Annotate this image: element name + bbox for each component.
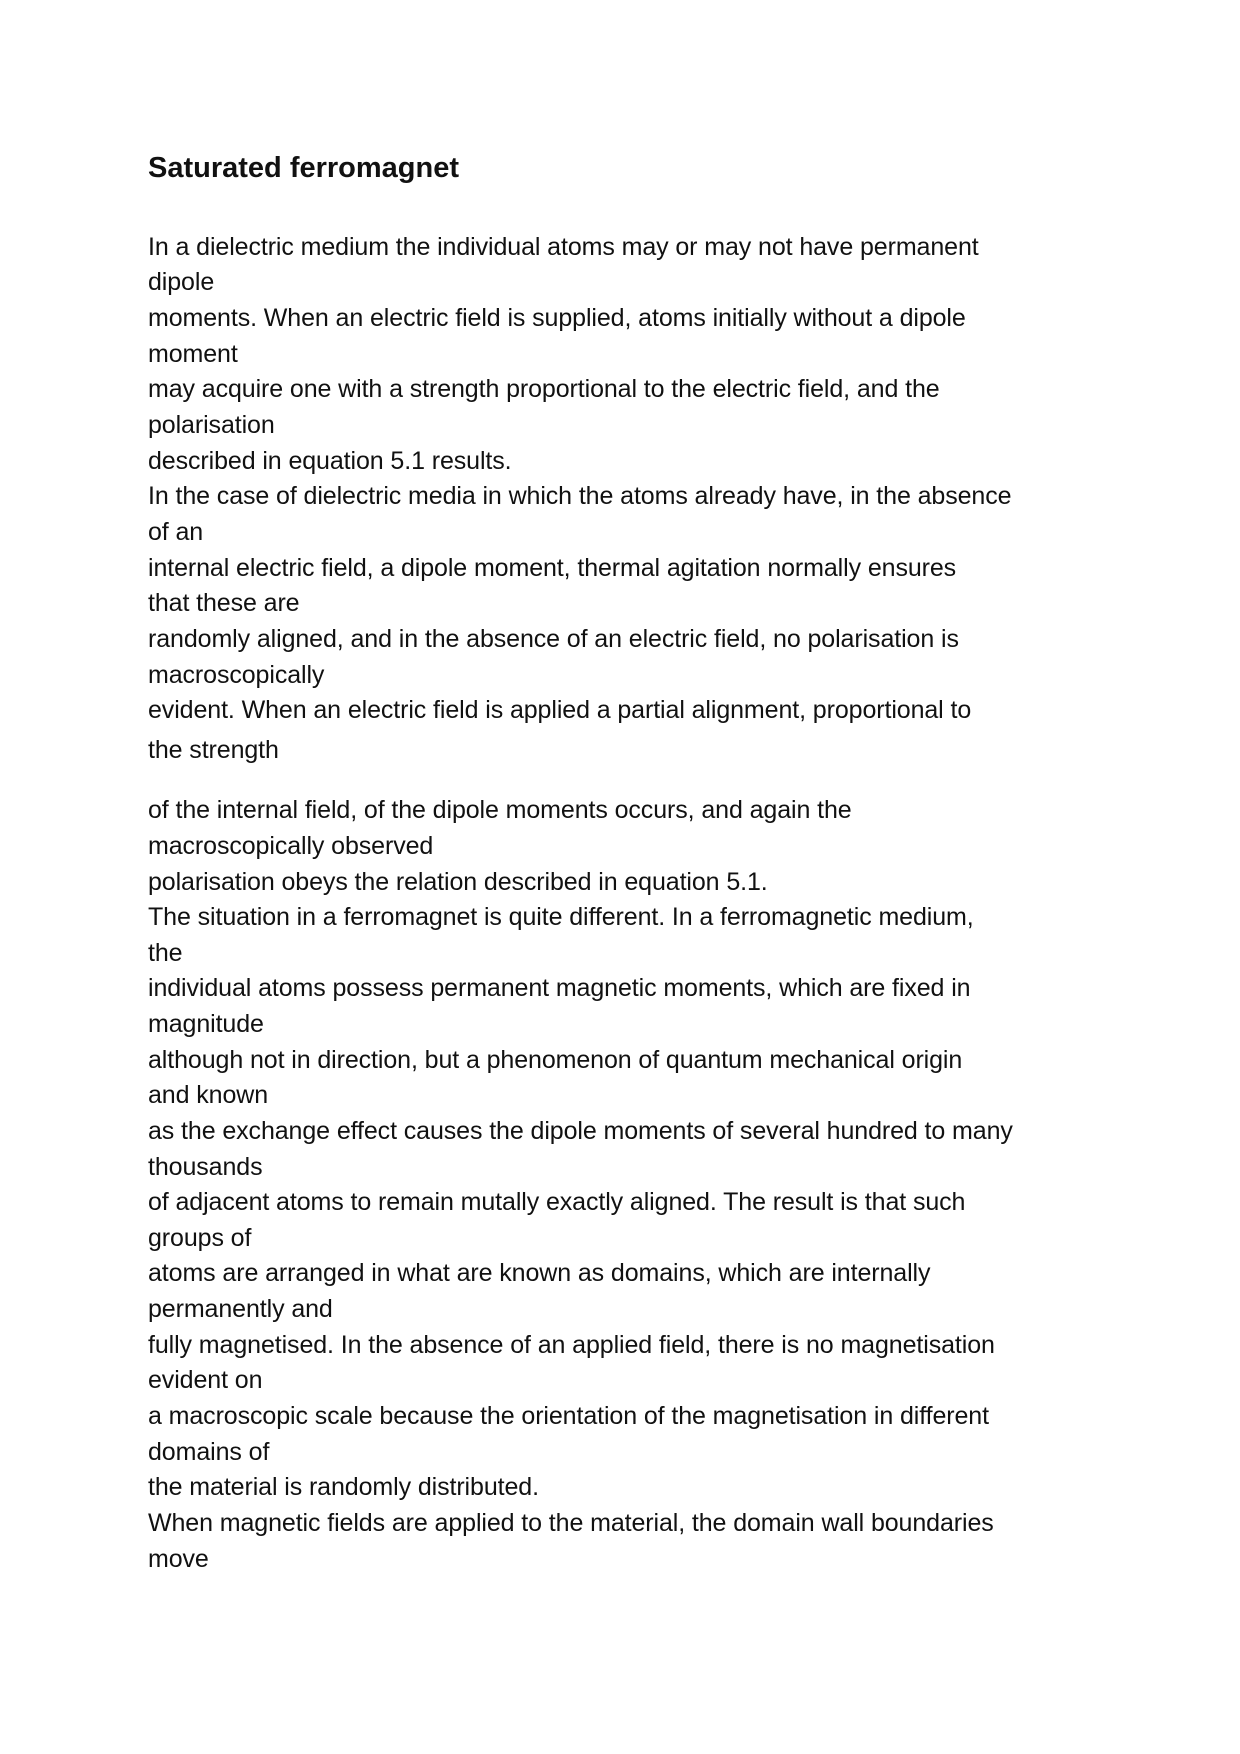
text-line: as the exchange effect causes the dipole moments of several hundred to many: [148, 1117, 1013, 1145]
text-line: moment: [148, 340, 238, 368]
text-line: The situation in a ferromagnet is quite different. In a ferromagnetic medium,: [148, 903, 974, 931]
text-line: magnitude: [148, 1010, 264, 1038]
text-line: In a dielectric medium the individual atoms may or may not have permanent: [148, 233, 979, 261]
text-line: randomly aligned, and in the absence of an electric field, no polarisation is: [148, 625, 959, 653]
text-line: evident on: [148, 1366, 263, 1394]
text-line: permanently and: [148, 1295, 333, 1323]
text-line: the strength: [148, 736, 279, 764]
text-line: fully magnetised. In the absence of an applied field, there is no magnetisation: [148, 1331, 995, 1359]
text-line: domains of: [148, 1438, 270, 1466]
text-line: dipole: [148, 268, 215, 296]
text-line: that these are: [148, 589, 300, 617]
text-line: thousands: [148, 1153, 263, 1181]
text-line: move: [148, 1545, 209, 1573]
text-line: groups of: [148, 1224, 252, 1252]
page-title: Saturated ferromagnet: [148, 152, 460, 184]
text-line: described in equation 5.1 results.: [148, 447, 512, 475]
text-line: of the internal field, of the dipole moments occurs, and again the: [148, 796, 852, 824]
text-line: the: [148, 939, 183, 967]
text-line: of adjacent atoms to remain mutally exactly aligned. The result is that such: [148, 1188, 966, 1216]
text-line: a macroscopic scale because the orientation of the magnetisation in different: [148, 1402, 989, 1430]
text-line: individual atoms possess permanent magnetic moments, which are fixed in: [148, 974, 971, 1002]
text-line: polarisation obeys the relation described in equation 5.1.: [148, 868, 768, 896]
text-line: the material is randomly distributed.: [148, 1473, 539, 1501]
text-line: of an: [148, 518, 204, 546]
text-line: may acquire one with a strength proportional to the electric field, and the: [148, 375, 940, 403]
text-line: evident. When an electric field is applied a partial alignment, proportional to: [148, 696, 972, 724]
text-line: and known: [148, 1081, 269, 1109]
text-line: atoms are arranged in what are known as domains, which are internally: [148, 1259, 931, 1287]
text-line: In the case of dielectric media in which the atoms already have, in the absence: [148, 482, 1012, 510]
text-line: macroscopically observed: [148, 832, 434, 860]
text-line: macroscopically: [148, 661, 325, 689]
text-line: moments. When an electric field is supplied, atoms initially without a dipole: [148, 304, 966, 332]
text-line: When magnetic fields are applied to the material, the domain wall boundaries: [148, 1509, 994, 1537]
text-line: polarisation: [148, 411, 275, 439]
text-line: although not in direction, but a phenomenon of quantum mechanical origin: [148, 1046, 963, 1074]
text-line: internal electric field, a dipole moment, thermal agitation normally ensures: [148, 554, 957, 582]
